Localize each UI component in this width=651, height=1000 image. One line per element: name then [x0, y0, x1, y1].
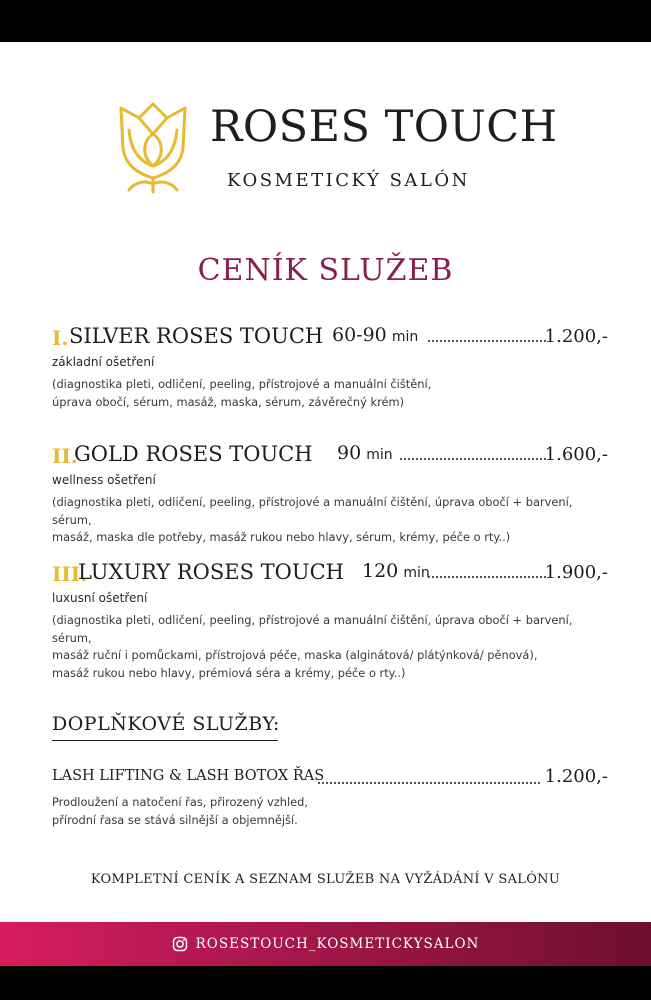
service-price: 1.200,-	[544, 326, 608, 347]
description-line: masáž, maska dle potřeby, masáž rukou nebo hlavy, sérum, krémy, péče o rty..)	[52, 530, 511, 544]
addons-heading: DOPLŇKOVÉ SLUŽBY:	[52, 713, 280, 735]
duration-unit: min	[391, 329, 419, 345]
instagram-icon	[172, 936, 188, 952]
description-line: Prodloužení a natočení řas, přirozený vzhled,	[52, 795, 309, 809]
dotted-leader	[428, 340, 546, 342]
addon-description	[52, 794, 472, 829]
duration-value: 60-90	[332, 324, 387, 346]
dotted-leader	[428, 576, 546, 578]
service-subtitle: luxusní ošetření	[52, 591, 148, 605]
service-description	[52, 376, 612, 411]
service-name: SILVER ROSES TOUCH	[69, 324, 324, 348]
service-name: GOLD ROSES TOUCH	[74, 442, 313, 466]
brand-subtitle: KOSMETICKÝ SALÓN	[227, 170, 470, 191]
description-line: přírodní řasa se stává silnější a objemnější.	[52, 812, 298, 827]
heading-underline	[52, 740, 278, 741]
duration-value: 90	[337, 442, 362, 464]
service-description	[52, 494, 612, 547]
service-number: I.	[52, 326, 69, 350]
instagram-handle[interactable]: ROSESTOUCH_KOSMETICKYSALON	[195, 936, 480, 952]
duration-unit: min	[403, 565, 430, 581]
addon-price: 1.200,-	[544, 766, 608, 787]
service-item-luxury	[52, 558, 612, 682]
footer-note: KOMPLETNÍ CENÍK A SEZNAM SLUŽEB NA VYŽÁDÁNÍ V SALÓNU	[90, 872, 561, 887]
service-price: 1.600,-	[544, 444, 608, 465]
service-name: LUXURY ROSES TOUCH	[78, 560, 344, 584]
addon-name: LASH LIFTING & LASH BOTOX ŘAS	[52, 768, 325, 784]
page-title: CENÍK SLUŽEB	[197, 253, 454, 288]
duration-value: 120	[362, 560, 399, 582]
service-item-gold	[52, 440, 612, 547]
dotted-leader	[318, 782, 540, 784]
service-duration	[362, 560, 430, 582]
dotted-leader	[400, 458, 546, 460]
description-line: (diagnostika pleti, odličení, peeling, přístrojové a manuální čištění, úprava obočí + barvení, sérum,	[52, 495, 573, 527]
service-duration	[332, 324, 418, 346]
description-line: (diagnostika pleti, odličení, peeling, přístrojové a manuální čištění, úprava obočí + barvení, sérum,	[52, 613, 573, 645]
service-subtitle: základní ošetření	[52, 355, 155, 369]
service-number: II.	[52, 444, 78, 468]
service-number: III.	[52, 562, 88, 586]
description-line: masáž ruční i pomůckami, přístrojová péče, maska (alginátová/ plátýnková/ pěnová),	[52, 648, 538, 662]
service-price: 1.900,-	[544, 562, 608, 583]
top-black-bar	[0, 0, 651, 42]
social-bar	[0, 922, 651, 966]
brand-name: ROSES TOUCH	[210, 102, 558, 152]
description-line: úprava obočí, sérum, masáž, maska, sérum, závěrečný krém)	[52, 394, 405, 409]
service-subtitle: wellness ošetření	[52, 473, 156, 487]
bottom-black-bar	[0, 966, 651, 1000]
service-item-silver	[52, 322, 612, 411]
duration-unit: min	[366, 447, 393, 463]
description-line: masáž rukou nebo hlavy, prémiová séra a krémy, péče o rty..)	[52, 665, 406, 680]
service-duration	[337, 442, 393, 464]
description-line: (diagnostika pleti, odličení, peeling, přístrojové a manuální čištění,	[52, 377, 432, 391]
rose-logo-icon	[117, 100, 189, 196]
service-description	[52, 612, 612, 682]
